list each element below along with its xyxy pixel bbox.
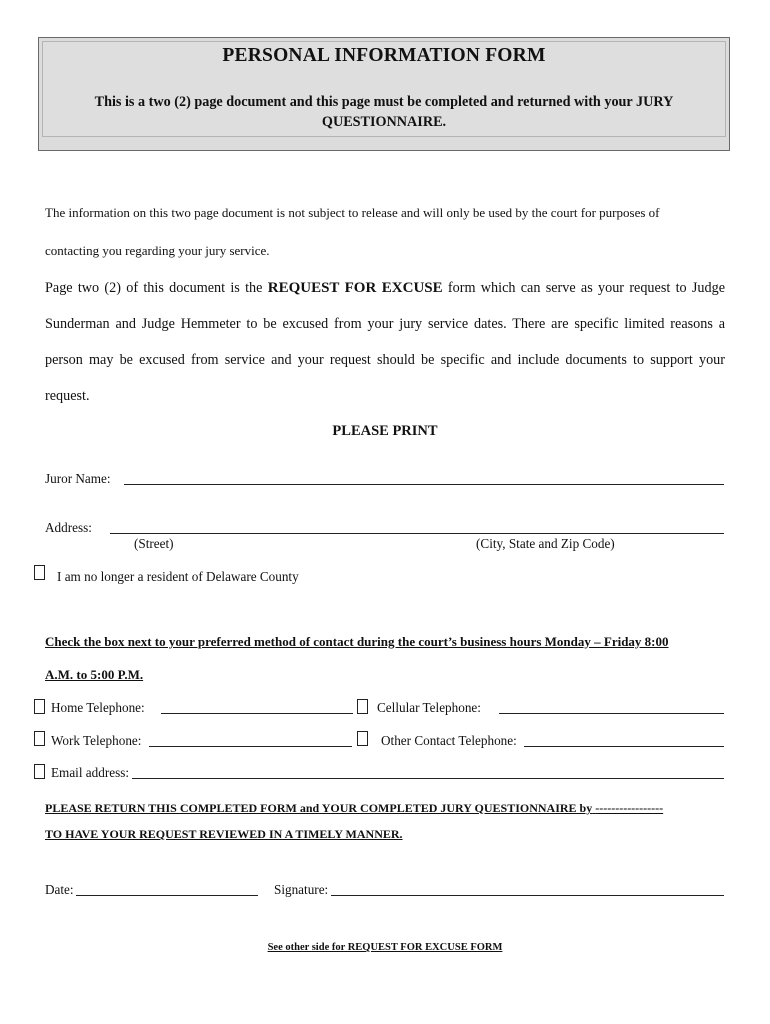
contact-instruction-line-1: Check the box next to your preferred method of contact during the court’s business hours Monday – Friday 8:00 <box>45 634 669 649</box>
date-label: Date: <box>45 882 74 897</box>
home-telephone-field[interactable] <box>161 713 353 714</box>
form-subtitle: This is a two (2) page document and this page must be completed and returned with your JURY QUESTIONNAIRE. <box>94 94 674 130</box>
work-telephone-label: Work Telephone: <box>51 733 142 748</box>
intro-line-2: contacting you regarding your jury service. <box>45 243 270 258</box>
return-notice-line-2: TO HAVE YOUR REQUEST REVIEWED IN A TIMELY MANNER. <box>45 827 403 841</box>
signature-field[interactable] <box>331 895 724 896</box>
juror-name-label: Juror Name: <box>45 471 111 486</box>
no-longer-resident-checkbox[interactable] <box>34 565 45 580</box>
cellular-telephone-checkbox[interactable] <box>357 699 368 714</box>
email-address-checkbox[interactable] <box>34 764 45 779</box>
return-deadline-blank: ----------------- <box>595 801 664 815</box>
excuse-paragraph-post: form which can serve as your request to Judge <box>442 280 725 296</box>
signature-label: Signature: <box>274 882 329 897</box>
return-notice-line-1 <box>45 801 663 816</box>
excuse-paragraph-line-4: request. <box>45 388 90 404</box>
excuse-paragraph-line-2: Sunderman and Judge Hemmeter to be excused from your jury service dates. There are specific limited reasons a <box>45 316 725 332</box>
contact-instruction-line-2: A.M. to 5:00 P.M. <box>45 667 144 682</box>
city-state-zip-caption: (City, State and Zip Code) <box>476 536 615 551</box>
home-telephone-label: Home Telephone: <box>51 700 145 715</box>
email-address-label: Email address: <box>51 765 130 780</box>
footer-note: See other side for REQUEST FOR EXCUSE FORM <box>267 942 503 953</box>
other-contact-telephone-field[interactable] <box>524 746 724 747</box>
other-contact-telephone-label: Other Contact Telephone: <box>381 733 517 748</box>
work-telephone-checkbox[interactable] <box>34 731 45 746</box>
other-contact-telephone-checkbox[interactable] <box>357 731 368 746</box>
please-print-heading: PLEASE PRINT <box>332 423 438 439</box>
intro-line-1: The information on this two page document is not subject to release and will only be used by the court for purposes of <box>45 205 660 220</box>
email-address-field[interactable] <box>132 778 724 779</box>
address-field[interactable] <box>110 533 724 534</box>
juror-name-field[interactable] <box>124 484 724 485</box>
excuse-paragraph-line-3: person may be excused from service and your request should be specific and include documents to support your <box>45 352 725 368</box>
no-longer-resident-label: I am no longer a resident of Delaware County <box>57 569 299 584</box>
form-title: PERSONAL INFORMATION FORM <box>222 45 546 66</box>
address-label: Address: <box>45 520 92 535</box>
home-telephone-checkbox[interactable] <box>34 699 45 714</box>
date-field[interactable] <box>76 895 258 896</box>
excuse-paragraph-pre: Page two (2) of this document is the <box>45 280 268 296</box>
return-notice-text: PLEASE RETURN THIS COMPLETED FORM and YOUR COMPLETED JURY QUESTIONNAIRE by <box>45 801 593 815</box>
form-header-inner <box>42 41 726 137</box>
form-header-box <box>38 37 730 151</box>
cellular-telephone-field[interactable] <box>499 713 724 714</box>
request-for-excuse-emphasis: REQUEST FOR EXCUSE <box>267 280 443 296</box>
street-caption: (Street) <box>134 536 174 551</box>
excuse-paragraph-line-1 <box>45 280 725 297</box>
work-telephone-field[interactable] <box>149 746 352 747</box>
cellular-telephone-label: Cellular Telephone: <box>377 700 481 715</box>
